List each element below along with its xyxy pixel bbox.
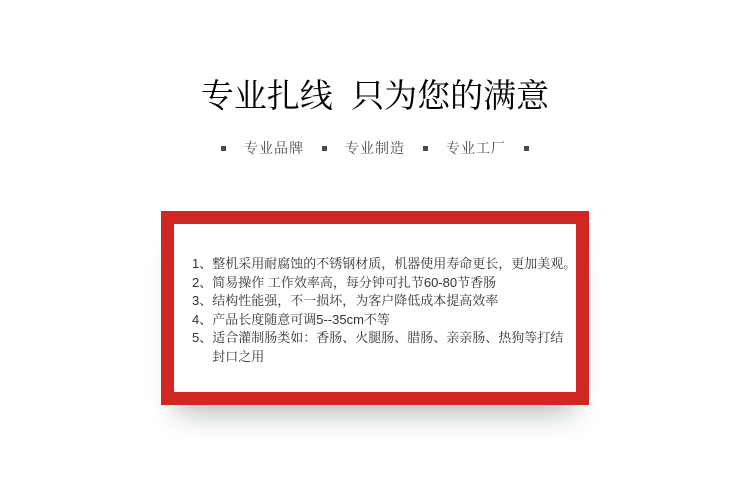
- tagline-item-factory: 专业工厂: [446, 140, 506, 156]
- feature-item-text: 整机采用耐腐蚀的不锈钢材质，机器使用寿命更长，更加美观。: [212, 256, 576, 271]
- feature-item-body: [212, 255, 576, 274]
- feature-item-marker: 2、: [192, 274, 213, 290]
- feature-item-text: 产品长度随意可调5--35cm不等: [212, 311, 390, 327]
- tagline-item-brand: 专业品牌: [244, 140, 304, 156]
- feature-item-text: 适合灌制肠类如：香肠、火腿肠、腊肠、亲亲肠、热狗等打结: [212, 330, 564, 345]
- tagline-item-manufacture: 专业制造: [345, 140, 405, 156]
- feature-item-body: [212, 311, 576, 330]
- feature-item-marker: 3、: [192, 293, 213, 308]
- separator-dot-icon: [221, 146, 226, 151]
- separator-dot-icon: [423, 146, 428, 151]
- feature-item-text-continuation: 封口之用: [212, 348, 265, 364]
- feature-item: [192, 255, 576, 274]
- tagline: [0, 139, 750, 157]
- feature-item-body: [212, 274, 576, 293]
- feature-item-marker: 1、: [192, 256, 213, 271]
- page-title: 专业扎线 只为您的满意: [200, 77, 550, 114]
- feature-box: [161, 211, 589, 405]
- feature-item: [192, 329, 576, 366]
- feature-item-body: [212, 292, 576, 311]
- feature-item-marker: 4、: [192, 311, 213, 327]
- separator-dot-icon: [322, 146, 327, 151]
- feature-item: [192, 292, 576, 311]
- feature-item-body: [212, 329, 576, 366]
- feature-item-text: 简易操作 工作效率高，每分钟可扎节60-80节香肠: [212, 274, 497, 290]
- separator-dot-icon: [524, 146, 529, 151]
- feature-item-text: 结构性能强，不一损坏，为客户降低成本提高效率: [212, 293, 499, 308]
- feature-item: [192, 311, 576, 330]
- feature-box-inner: [174, 224, 576, 392]
- feature-list: [192, 255, 576, 366]
- feature-item-marker: 5、: [192, 330, 213, 345]
- feature-item: [192, 274, 576, 293]
